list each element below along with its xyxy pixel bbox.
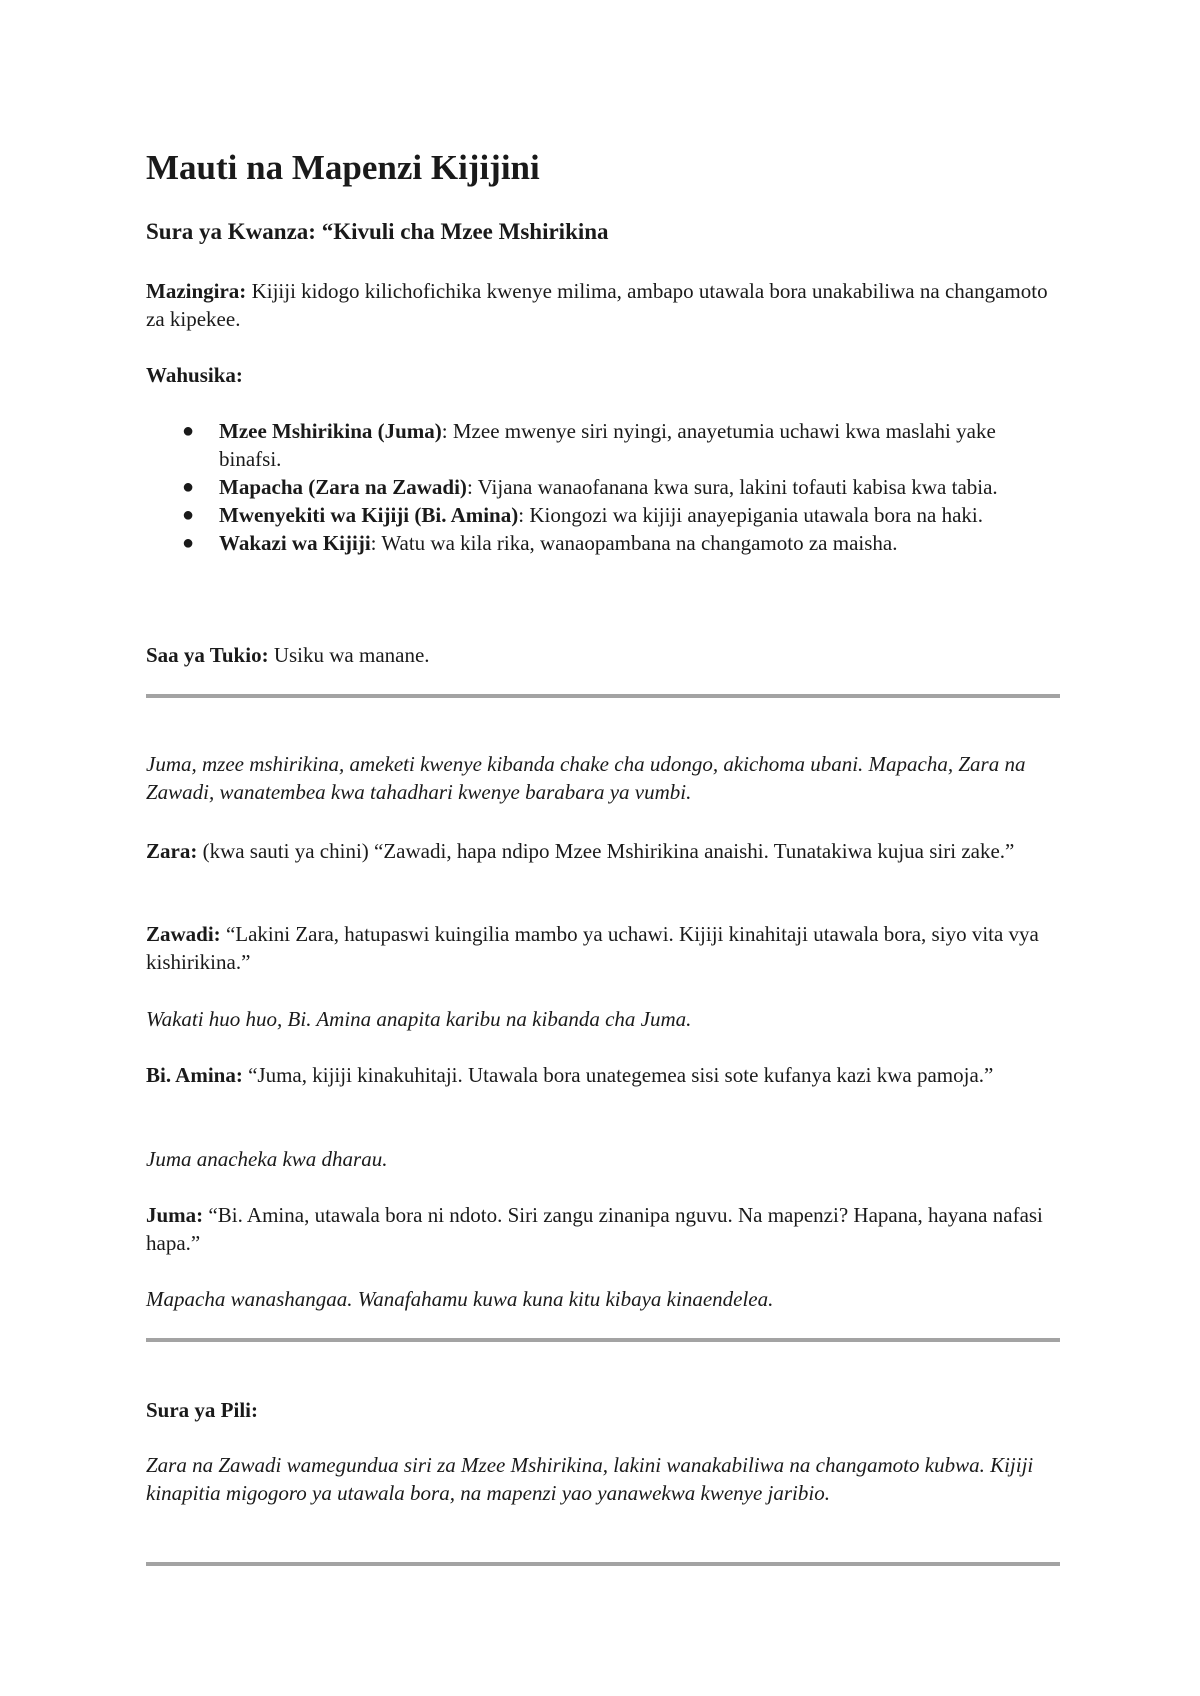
bullet-icon: ● [182,420,195,442]
speaker-juma: Juma: [146,1203,204,1227]
bullet-icon: ● [182,476,195,498]
time-paragraph [146,641,1060,669]
bullet-icon: ● [182,504,195,526]
stage-direction-3: Juma anacheka kwa dharau. [146,1147,388,1171]
characters-label: Wahusika: [146,363,243,387]
dialogue-amina [146,1061,1060,1089]
setting-text: Kijiji kidogo kilichofichika kwenye milima, ambapo utawala bora unakabiliwa na changamoto za kipekee. [146,279,1048,331]
section-divider [146,694,1060,698]
bullet-icon: ● [182,532,195,554]
time-text: Usiku wa manane. [268,643,430,667]
dialogue-zawadi [146,920,1060,976]
character-name: Mzee Mshirikina (Juma) [219,419,442,443]
speaker-zara: Zara: [146,839,198,863]
list-item [146,473,1060,501]
dialogue-juma [146,1201,1060,1257]
character-name: Wakazi wa Kijiji [219,531,371,555]
stage-direction-4: Mapacha wanashangaa. Wanafahamu kuwa kuna kitu kibaya kinaendelea. [146,1287,774,1311]
speaker-zawadi: Zawadi: [146,922,221,946]
character-desc: : Mzee mwenye siri nyingi, anayetumia uchawi kwa maslahi yake binafsi. [219,419,996,471]
line-zara: (kwa sauti ya chini) “Zawadi, hapa ndipo Mzee Mshirikina anaishi. Tunatakiwa kujua siri zake.” [197,839,1015,863]
character-desc: : Kiongozi wa kijiji anayepigania utawala bora na haki. [518,503,983,527]
characters-heading [146,361,1060,389]
chapter-two-heading [146,1396,1060,1424]
time-label: Saa ya Tukio: [146,643,269,667]
list-item [146,417,1060,473]
list-item [146,529,1060,557]
character-desc: : Vijana wanaofanana kwa sura, lakini tofauti kabisa kwa tabia. [466,475,998,499]
document-title: Mauti na Mapenzi Kijijini [146,148,540,187]
character-desc: : Watu wa kila rika, wanaopambana na changamoto za maisha. [370,531,898,555]
setting-paragraph [146,277,1060,333]
character-name: Mwenyekiti wa Kijiji (Bi. Amina) [219,503,519,527]
chapter-two-summary: Zara na Zawadi wamegundua siri za Mzee Mshirikina, lakini wanakabiliwa na changamoto kubwa. Kijiji kinapitia migogoro ya utawala bora, na mapenzi yao yanawekwa kwenye jaribio. [146,1453,1034,1505]
speaker-amina: Bi. Amina: [146,1063,243,1087]
setting-label: Mazingira: [146,279,247,303]
list-item [146,501,1060,529]
chapter-one-heading: Sura ya Kwanza: “Kivuli cha Mzee Mshirikina [146,219,609,244]
dialogue-zara [146,837,1060,865]
stage-direction-1: Juma, mzee mshirikina, ameketi kwenye kibanda chake cha udongo, akichoma ubani. Mapacha, Zara na Zawadi, wanatembea kwa tahadhari kwenye barabara ya vumbi. [146,752,1026,804]
section-divider [146,1338,1060,1342]
line-juma: “Bi. Amina, utawala bora ni ndoto. Siri zangu zinanipa nguvu. Na mapenzi? Hapana, hayana nafasi hapa.” [146,1203,1043,1255]
characters-list [146,417,1060,557]
stage-direction-2: Wakati huo huo, Bi. Amina anapita karibu na kibanda cha Juma. [146,1007,692,1031]
character-name: Mapacha (Zara na Zawadi) [219,475,467,499]
line-zawadi: “Lakini Zara, hatupaswi kuingilia mambo ya uchawi. Kijiji kinahitaji utawala bora, siyo vita vya kishirikina.” [146,922,1039,974]
chapter-two-label: Sura ya Pili: [146,1398,259,1422]
line-amina: “Juma, kijiji kinakuhitaji. Utawala bora unategemea sisi sote kufanya kazi kwa pamoja.” [242,1063,994,1087]
section-divider [146,1562,1060,1566]
